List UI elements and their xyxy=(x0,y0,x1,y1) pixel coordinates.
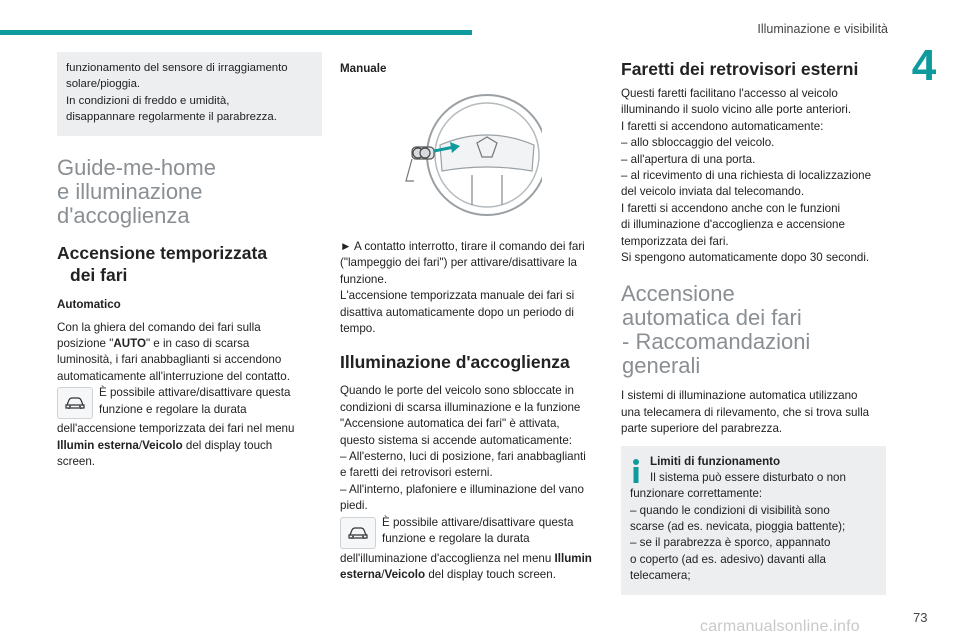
note-line: funzionamento del sensore di irraggiamento xyxy=(66,62,288,74)
car-icon xyxy=(57,387,93,419)
manual-title: Manuale xyxy=(340,62,387,75)
body-line: "Accensione automatica dei fari" è attivata, xyxy=(340,417,560,431)
body-line: piedi. xyxy=(340,499,368,513)
note-box xyxy=(57,52,322,136)
body-line: luminosità, i fari anabbaglianti si accendono xyxy=(57,353,282,367)
info-icon xyxy=(631,458,641,484)
note-line: In condizioni di freddo e umidità, xyxy=(66,94,230,107)
body-line: Con la ghiera del comando dei fari sulla xyxy=(57,320,261,334)
subheading-illuminazione-accoglienza: Illuminazione d'accoglienza xyxy=(340,352,570,373)
column-right xyxy=(621,52,886,595)
car-icon xyxy=(340,517,376,549)
body-line: I faretti si accendono anche con le funzioni xyxy=(621,201,841,215)
subheading-faretti-retrovisori: Faretti dei retrovisori esterni xyxy=(621,59,859,79)
body-line: illuminando il suolo vicino alle porte anteriori. xyxy=(621,103,852,117)
body-line: – allo sbloccaggio del veicolo. xyxy=(621,136,775,150)
note-line: disappannare regolarmente il parabrezza. xyxy=(66,111,277,124)
step-line: ► A contatto interrotto, tirare il comando dei fari xyxy=(340,240,585,253)
chapter-number: 4 xyxy=(911,41,937,90)
body-line: questo sistema si accende automaticamente: xyxy=(340,433,572,447)
step-line: ("lampeggio dei fari") per attivare/disattivare la xyxy=(340,256,577,270)
info-note-box: Limiti di funzionamento Il sistema può essere disturbato o non funzionare correttamente: – quando le condizioni di visibilità sono scarse (ad es. nevicata, pioggia battente); – se il parabrezza è sporco, appannato o coperto (ad es. adesivo) davanti alla telecamera; xyxy=(621,446,886,595)
touchscreen-tip: È possibile attivare/disattivare questa funzione e regolare la durata dell'accensione temporizzata dei fari nel menu Illumin esterna/Veicolo del display touch screen. xyxy=(57,386,295,469)
body-line: del veicolo inviata dal telecomando. xyxy=(621,185,805,199)
header-accent-bar xyxy=(0,30,472,35)
column-left xyxy=(57,52,322,470)
body-line: Si spengono automaticamente dopo 30 secondi. xyxy=(621,251,870,265)
step-line: tempo. xyxy=(340,322,376,336)
page-number: 73 xyxy=(913,610,928,625)
body-line: condizioni di scarsa illuminazione e la funzione xyxy=(340,400,581,414)
watermark: carmanualsonline.info xyxy=(700,618,860,635)
body-line: I faretti si accendono automaticamente: xyxy=(621,119,824,133)
body-line: posizione "AUTO" e in caso di scarsa xyxy=(57,337,250,351)
body-line: – All'interno, plafoniere e illuminazione del vano xyxy=(340,482,584,496)
body-line: una telecamera di rilevamento, che si trova sulla xyxy=(621,405,870,419)
step-line: disattiva automaticamente dopo un periodo di xyxy=(340,305,574,319)
body-line: – all'apertura di una porta. xyxy=(621,152,756,166)
section-heading-guide-me-home: Guide-me-home e illuminazione d'accoglienza xyxy=(57,154,216,228)
info-title: Limiti di funzionamento xyxy=(650,454,781,468)
note-line: solare/pioggia. xyxy=(66,78,141,91)
section-heading-accensione-automatica: Accensione automatica dei fari - Raccomandazioni generali xyxy=(621,281,811,379)
body-line: Questi faretti facilitano l'accesso al veicolo xyxy=(621,87,838,100)
step-line: funzione. xyxy=(340,272,388,286)
body-line: – al ricevimento di una richiesta di localizzazione xyxy=(621,169,872,183)
body-line: e faretti dei retrovisori esterni. xyxy=(340,466,493,480)
body-line: di illuminazione d'accoglienza e accensione xyxy=(621,218,845,232)
steering-wheel-illustration xyxy=(340,85,605,225)
body-line: I sistemi di illuminazione automatica utilizzano xyxy=(621,389,858,403)
body-line: temporizzata dei fari. xyxy=(621,234,729,248)
body-line: – All'esterno, luci di posizione, fari anabbaglianti xyxy=(340,450,586,464)
touchscreen-tip: È possibile attivare/disattivare questa funzione e regolare la durata dell'illuminazione d'accoglienza nel menu Illumin esterna/Veicolo del display touch screen. xyxy=(340,515,592,582)
subheading-accensione-temporizzata: Accensione temporizzata dei fari xyxy=(57,242,268,285)
step-line: L'accensione temporizzata manuale dei fari si xyxy=(340,289,575,303)
section-title: Illuminazione e visibilità xyxy=(757,22,888,36)
column-middle xyxy=(340,52,605,584)
body-line: parte superiore del parabrezza. xyxy=(621,422,783,436)
body-line: automaticamente all'interruzione del contatto. xyxy=(57,369,290,383)
body-line: Quando le porte del veicolo sono sbloccate in xyxy=(340,384,574,398)
auto-title: Automatico xyxy=(57,297,121,311)
